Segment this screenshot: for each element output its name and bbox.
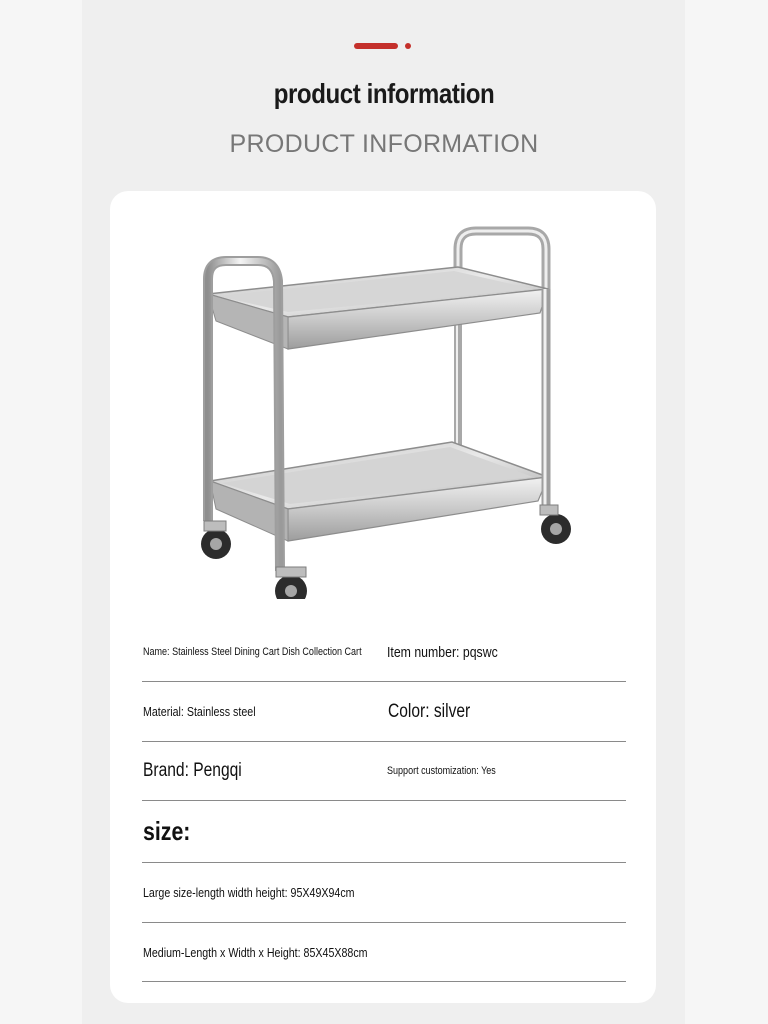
spec-material: Material: Stainless steel	[143, 704, 256, 719]
spec-row	[142, 863, 626, 923]
product-image	[188, 209, 588, 599]
spec-customization: Support customization: Yes	[387, 765, 496, 777]
spec-name: Name: Stainless Steel Dining Cart Dish Collection Cart	[143, 646, 362, 658]
size-medium: Medium-Length x Width x Height: 85X45X88cm	[143, 944, 368, 960]
size-heading: size:	[143, 816, 191, 846]
accent-dot	[405, 43, 411, 49]
spec-row	[142, 801, 626, 863]
spec-brand: Brand: Pengqi	[143, 760, 242, 781]
page-subtitle: PRODUCT INFORMATION	[229, 130, 539, 158]
product-card	[110, 191, 656, 1003]
spec-row	[142, 923, 626, 982]
spec-row	[142, 682, 626, 742]
spec-row	[142, 742, 626, 801]
spec-table	[142, 623, 626, 982]
spec-row	[142, 623, 626, 682]
spec-color: Color: silver	[388, 700, 471, 722]
spec-item-number: Item number: pqswc	[387, 643, 498, 661]
page-title: product information	[273, 78, 495, 109]
accent-bar	[354, 43, 398, 49]
size-large: Large size-length width height: 95X49X94cm	[143, 885, 355, 900]
